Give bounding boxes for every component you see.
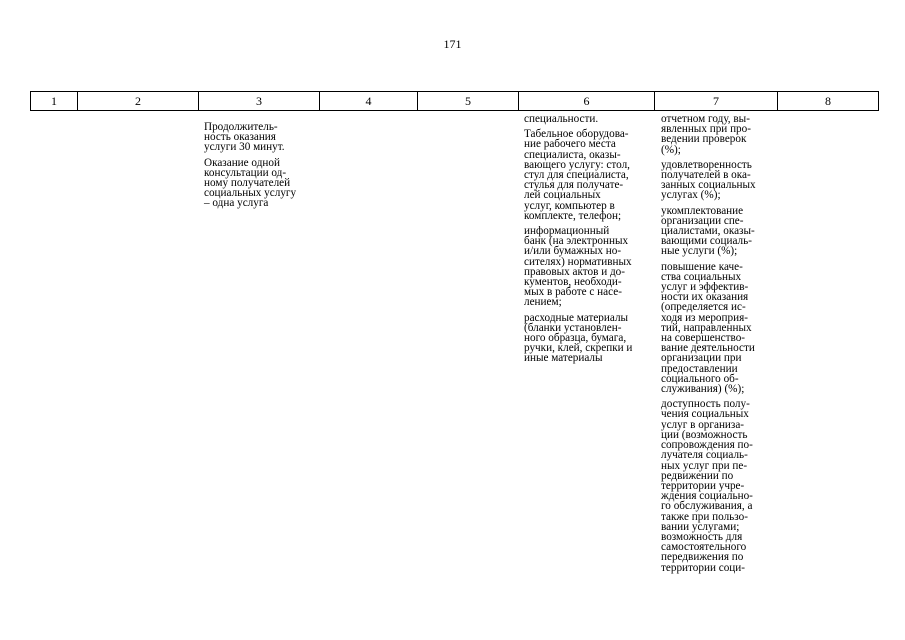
cell-text-line: передвижения по (661, 551, 744, 564)
cell-paragraph (661, 206, 773, 257)
cell-text-line: социальных услугу (204, 187, 297, 200)
cell-paragraph (204, 122, 322, 153)
cell-paragraph (524, 226, 652, 308)
cell-text-line: лением; (524, 296, 562, 309)
cell-text-line: территории соци- (661, 561, 745, 574)
cell-text-line: ручки, клей, скрепки и (524, 342, 633, 355)
cell-text-line: циалистами, оказы- (661, 225, 755, 238)
cell-text-line: кументов, необходи- (524, 276, 622, 289)
column-header-8: 8 (778, 92, 879, 111)
cell-text-line: ного образца, бумага, (524, 332, 627, 345)
cell-text-line: ходя из мероприя- (661, 311, 748, 324)
column-header-2: 2 (78, 92, 199, 111)
cell-paragraph (204, 158, 322, 209)
cell-text-line: (бланки установлен- (524, 321, 622, 334)
cell-text-line: вание деятельности (661, 342, 755, 355)
column-header-4: 4 (320, 92, 418, 111)
cell-text-line: специалиста, оказы- (524, 148, 621, 161)
cell-text-line: го обслуживания, а (661, 500, 753, 513)
cell-text-line: предоставлении (661, 362, 738, 375)
page-number: 171 (443, 37, 462, 51)
cell-text-line: возможность для (661, 530, 743, 543)
cell-text-line: вании услугами; (661, 520, 740, 533)
cell-text-line: тий, направленных (661, 321, 752, 334)
cell-text-line: ные услуги (%); (661, 245, 738, 258)
cell-text-line: организации при (661, 352, 742, 365)
cell-text-line: информационный (524, 225, 610, 238)
cell-paragraph (661, 160, 773, 201)
cell-paragraph (524, 129, 652, 221)
cell-text-line: стул для специалиста, (524, 169, 629, 182)
column-7-text (661, 114, 773, 578)
cell-text-line: услуг, компьютер в (524, 199, 615, 212)
cell-text-line: комплекте, телефон; (524, 209, 622, 222)
cell-text-line: ции (возможность (661, 428, 748, 441)
cell-paragraph (661, 262, 773, 395)
table-header (30, 91, 879, 111)
cell-text-line: банк (на электронных (524, 235, 629, 248)
cell-text-line: услуг в организа- (661, 418, 745, 431)
cell-text-line: Продолжитель- (204, 121, 278, 133)
column-header-6: 6 (519, 92, 655, 111)
cell-text-line: лучателя социаль- (661, 449, 748, 462)
cell-text-line: явленных при про- (661, 123, 751, 136)
cell-text-line: социального об- (661, 372, 739, 385)
cell-text-line: территории учре- (661, 479, 745, 492)
cell-text-line: Оказание одной (204, 156, 280, 169)
cell-text-line: также при пользо- (661, 510, 748, 523)
cell-text-line: (определяется ис- (661, 301, 746, 314)
cell-text-line: лей социальных (524, 189, 601, 202)
cell-text-line: консультации од- (204, 166, 287, 179)
cell-text-line: ных услуг при пе- (661, 459, 748, 472)
cell-text-line: сопровождения по- (661, 439, 753, 452)
cell-text-line: (%); (661, 143, 681, 156)
column-header-7: 7 (655, 92, 778, 111)
column-header-1: 1 (31, 92, 78, 111)
cell-text-line: расходные материалы (524, 311, 629, 324)
cell-text-line: укомплектование (661, 204, 744, 217)
cell-text-line: ность оказания (204, 131, 276, 144)
cell-text-line: повышение каче- (661, 260, 743, 273)
cell-text-line: чения социальных (661, 408, 749, 421)
column-6-text (524, 114, 652, 369)
column-header-5: 5 (418, 92, 519, 111)
cell-text-line: ному получателей (204, 177, 291, 190)
cell-text-line: – одна услуга (204, 197, 269, 210)
cell-text-line: вающего услугу: стол, (524, 158, 630, 171)
cell-text-line: сителях) нормативных (524, 255, 632, 268)
cell-text-line: стулья для получате- (524, 179, 624, 192)
cell-text-line: и/или бумажных но- (524, 245, 622, 258)
cell-text-line: ждения социально- (661, 490, 753, 503)
cell-text-line: услугах (%); (661, 189, 721, 202)
column-header-3: 3 (199, 92, 320, 111)
cell-text-line: иные материалы (524, 352, 603, 365)
cell-text-line: услуги 30 минут. (204, 141, 285, 154)
cell-text-line: мых в работе с насе- (524, 286, 622, 299)
cell-paragraph (524, 114, 652, 124)
cell-text-line: удовлетворенность (661, 158, 752, 171)
cell-text-line: ства социальных (661, 270, 742, 283)
cell-text-line: правовых актов и до- (524, 265, 625, 278)
cell-text-line: ведении проверок (661, 133, 747, 146)
cell-text-line: ности их оказания (661, 291, 749, 304)
cell-paragraph (661, 114, 773, 155)
cell-paragraph (661, 399, 773, 572)
cell-text-line: занных социальных (661, 179, 756, 192)
cell-text-line: получателей в ока- (661, 169, 751, 182)
cell-text-line: редвижении по (661, 469, 734, 482)
cell-text-line: доступность полу- (661, 398, 750, 411)
cell-text-line: организации спе- (661, 214, 744, 227)
cell-text-line: на совершенство- (661, 332, 746, 345)
cell-paragraph (524, 313, 652, 364)
cell-text-line: ние рабочего места (524, 138, 616, 151)
cell-text-line: служивания) (%); (661, 383, 745, 396)
cell-text-line: Табельное оборудова- (524, 128, 629, 141)
cell-text-line: самостоятельного (661, 541, 747, 554)
cell-text-line: услуг и эффектив- (661, 281, 749, 294)
cell-text-line: вающими социаль- (661, 235, 752, 248)
column-3-text (204, 122, 322, 214)
cell-text-line: специальности. (524, 113, 599, 125)
cell-text-line: отчетном году, вы- (661, 113, 750, 125)
